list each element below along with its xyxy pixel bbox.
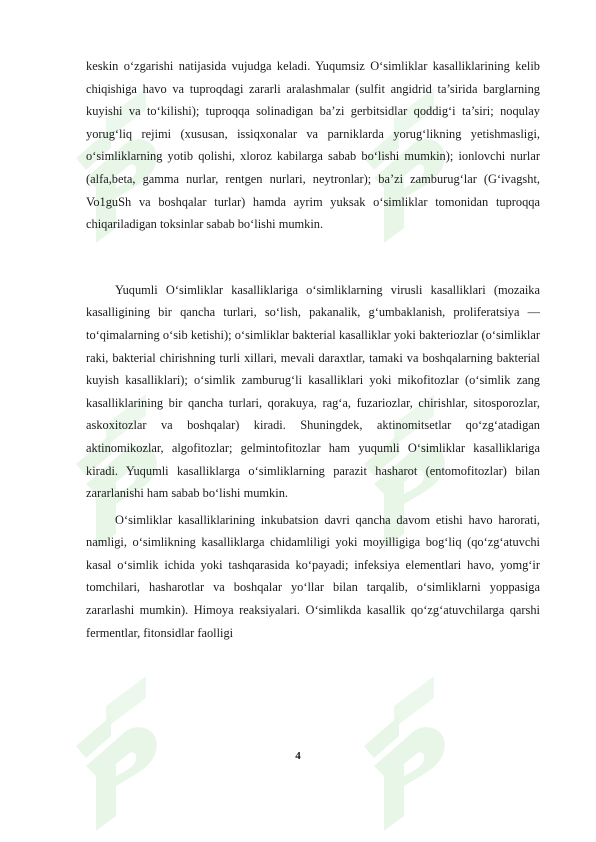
paragraph-infectious: Yuqumli O‘simliklar kasalliklariga o‘simliklarning virusli kasalliklari (mozaika kasalligining bir qancha turlari, so‘lish, pakanalik, g‘umbaklanish, proliferatsiya — to‘qimalarning o‘sib ketishi); o‘simliklar bakterial kasalliklar yoki bakteriozlar (o‘simliklar raki, bakterial chirishning turli xillari, mevali daraxtlar, tamaki va boshqalarning bakterial kuyish kasalliklari); o‘simlik zamburug‘li kasalliklari yoki mikofitozlar (o‘simlik zang kasalliklarining bir qancha turlari, qorakuya, rag‘a, fuzariozlar, chirishlar, sitosporozlar, askoxitozlar va boshqalar) kiradi. Shuningdek, aktinomitsetlar qo‘zg‘atadigan aktinomikozlar, algofitozlar; gelmintofitozlar ham yuqumli O‘simliklar kasalliklariga kiradi. Yuqumli kasalliklarga o‘simliklarning parazit hasharot (entomofitozlar) bilan zararlanishi ham sabab bo‘lishi mumkin. xyxy=(86,282,540,501)
page-number: 4 xyxy=(295,750,301,762)
paragraph-incubation: O‘simliklar kasalliklarining inkubatsion davri qancha davom etishi havo harorati, namligi, o‘simlikning kasalliklarga chidamliligi yoki moyilligiga bog‘liq (qo‘zg‘atuvchi kasal o‘simlik ichida yoki tashqarasida ko‘payadi; infeksiya elementlari havo, yomg‘ir tomchilari, hasharotlar va boshqalar yo‘llar bilan tarqalib, o‘simliklarni yoppasiga zararlashi mumkin). Himoya reaksiyalari. O‘simlikda kasallik qo‘zg‘atuvchilarga qarshi fermentlar, fitonsidlar faolligi xyxy=(86,512,540,640)
document-body xyxy=(86,55,540,644)
paragraph-noninfectious: keskin o‘zgarishi natijasida vujudga keladi. Yuqumsiz O‘simliklar kasalliklarining kelib chiqishiga havo va tuproqdagi zararli aralashmalar (sulfit angidrid ta’sirida barglarning kuyishi va to‘kilishi); tuproqqa solinadigan ba’zi gerbitsidlar qoddig‘i ta’siri; noqulay yorug‘liq rejimi (xususan, issiqxonalar va parniklarda yorug‘likning yetishmasligi, o‘simliklarning yotib qolishi, xloroz kabilarga sabab bo‘lishi mumkin); ionlovchi nurlar (alfa,beta, gamma nurlar, rentgen nurlari, neytronlar); ba’zi zamburug‘lar (G‘ivagsht, Vo1guSh va boshqalar turlar) hamda ayrim yuksak o‘simliklar tomonidan tuproqqa chiqariladigan toksinlar sabab bo‘lishi mumkin. xyxy=(86,59,540,232)
